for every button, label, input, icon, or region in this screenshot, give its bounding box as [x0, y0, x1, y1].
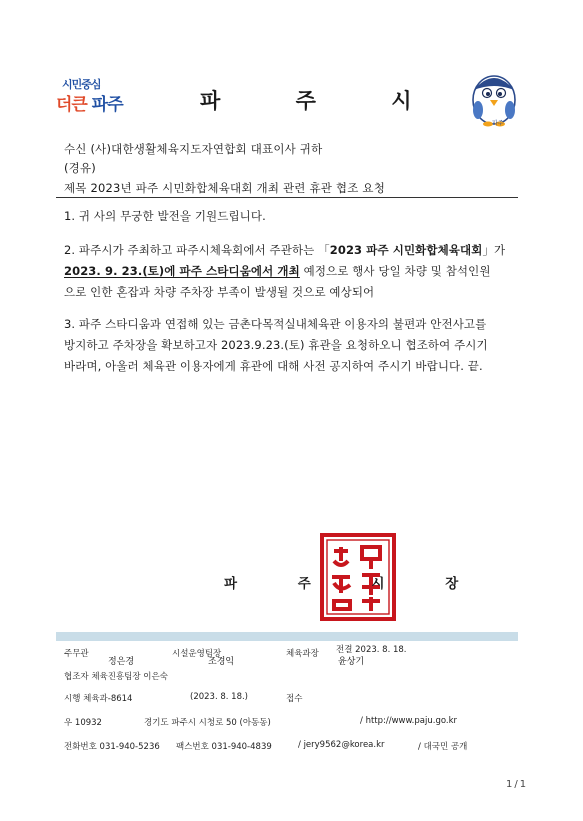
- page-number: 1/1: [506, 779, 529, 790]
- signatory-name: 파 주 시 장: [224, 576, 487, 592]
- mascot-caption: 파주: [492, 120, 504, 127]
- approver-date: 전결 2023. 8. 18.: [336, 645, 407, 655]
- paju-city-logo: [56, 76, 123, 120]
- fax-number: 팩스번호 031-940-4839: [176, 742, 272, 752]
- address: 경기도 파주시 시청로 50 (아동동): [144, 718, 271, 728]
- homepage-link[interactable]: / http://www.paju.go.kr: [360, 716, 458, 726]
- subject-line: 제목 2023년 파주 시민화합체육대회 개최 관련 휴관 협조 요청: [64, 181, 386, 195]
- paragraph-2: 2. 파주시가 주최하고 파주시체육회에서 주관하는 「2023 파주 시민화합체육대회」가 2023. 9. 23.(토)에 파주 스타디움에서 개최 예정으로 행사 당일 차량 및 참석인원 으로 인한 혼잡과 차량 주차장 부족이 발생될 것으로 예상되어: [64, 243, 506, 299]
- reviewer-name: 조경익: [208, 657, 235, 667]
- enforcement-number: 시행 체육과-8614: [64, 694, 133, 704]
- event-name: 2023 파주 시민화합체육대회: [329, 243, 483, 257]
- approver-role: 체육과장: [286, 649, 319, 659]
- event-date-venue: 2023. 9. 23.(토)에 파주 스타디움에서 개최: [64, 264, 300, 278]
- drafter-name: 정은경: [108, 657, 135, 667]
- cooperator-line: 협조자 체육진흥팀장 이은숙: [64, 672, 168, 682]
- paragraph-3: 3. 파주 스타디움과 연접해 있는 금촌다목적실내체육관 이용자의 불편과 안전사고를 방지하고 주차장을 확보하고자 2023.9.23.(토) 휴관을 요청하오니 협조하여 주시기 바라며, 아울러 체육관 이용자에게 휴관에 대해 사전 공지하여 주시기 바랍니다. 끝.: [64, 317, 488, 373]
- recipient-line: 수신 (사)대한생활체육지도자연합회 대표이사 귀하: [64, 142, 323, 156]
- approver-name: 윤상기: [338, 657, 365, 667]
- logo-wordmark: 더큰 파주: [56, 95, 123, 115]
- postal-code: 우 10932: [64, 718, 102, 728]
- email-link[interactable]: / jery9562@korea.kr: [298, 740, 385, 750]
- enforcement-date: (2023. 8. 18.): [190, 692, 248, 702]
- phone-number: 전화번호 031-940-5236: [64, 742, 160, 752]
- disclosure-status: / 대국민 공개: [418, 742, 468, 752]
- footer-band: [56, 632, 518, 641]
- document-title: 파 주 시: [200, 88, 446, 113]
- logo-slogan: 시민중심: [62, 78, 101, 91]
- receipt-label: 접수: [286, 694, 303, 704]
- paragraph-1: 1. 귀 사의 무궁한 발전을 기원드립니다.: [64, 209, 266, 223]
- via-line: (경유): [64, 161, 96, 175]
- subject-divider: [56, 197, 518, 198]
- reviewer-role: 시설운영팀장: [172, 649, 222, 659]
- drafter-role: 주무관: [64, 649, 89, 659]
